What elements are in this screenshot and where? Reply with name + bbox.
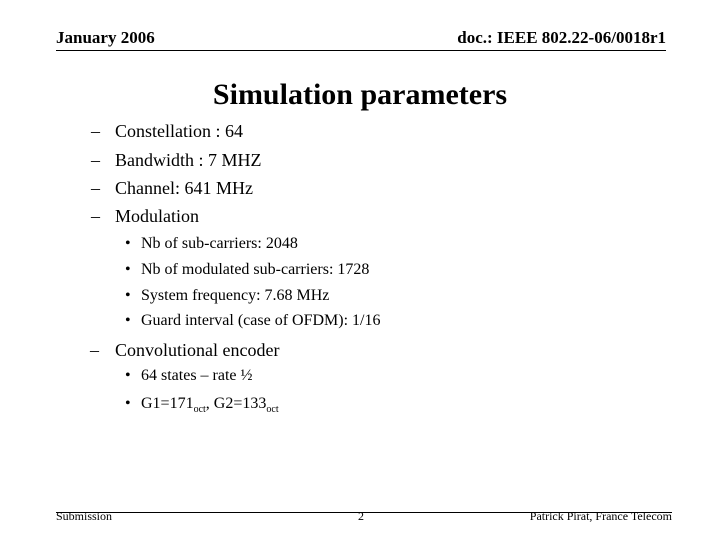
dash-marker: – [91, 150, 100, 170]
sub-list-item-text: Nb of sub-carriers: 2048 [141, 235, 298, 252]
slide-title-text: Simulation parameters [212, 78, 508, 111]
bullet-marker: • [125, 287, 131, 304]
list-item [91, 118, 243, 144]
list-item-text: Bandwidth : 7 MHZ [115, 150, 262, 170]
footer-author: Patrick Pirat, France Telecom [529, 509, 672, 523]
page-number: 2 [358, 509, 364, 523]
bullet-marker: • [125, 235, 131, 252]
sub-list-item-text: 64 states – rate ½ [141, 367, 253, 384]
subscript-oct: oct [266, 404, 279, 415]
slide-title [0, 78, 720, 112]
generator-g2: , G2=133 [205, 395, 267, 412]
sub-list-item [125, 392, 279, 416]
sub-list-item [125, 284, 329, 308]
generator-g1: G1=171 [141, 395, 194, 412]
dash-marker: – [91, 206, 100, 226]
sub-list-item [125, 232, 298, 256]
header-divider [56, 50, 666, 51]
list-item-text: Channel: 641 MHz [115, 178, 253, 198]
sub-list-item-text: System frequency: 7.68 MHz [141, 287, 330, 304]
footer-submission: Submission [56, 509, 113, 523]
header-doc-id: doc.: IEEE 802.22-06/0018r1 [457, 28, 666, 47]
sub-list-item [125, 309, 381, 333]
list-item [91, 175, 253, 201]
list-item [91, 203, 199, 229]
list-item-text: Convolutional encoder [115, 340, 280, 360]
dash-marker: – [91, 121, 100, 141]
bullet-marker: • [125, 261, 131, 278]
bullet-marker: • [125, 395, 131, 412]
list-item [91, 147, 262, 173]
dash-marker: – [90, 340, 99, 360]
list-item-text: Modulation [115, 206, 199, 226]
sub-list-item-text: Nb of modulated sub-carriers: 1728 [141, 261, 370, 278]
bullet-marker: • [125, 312, 131, 329]
subscript-oct: oct [193, 404, 206, 415]
dash-marker: – [91, 178, 100, 198]
list-item [90, 337, 279, 363]
list-item-text: Constellation : 64 [115, 121, 243, 141]
bullet-marker: • [125, 367, 131, 384]
sub-list-item [125, 258, 369, 282]
sub-list-item [125, 364, 253, 388]
sub-list-item-text: Guard interval (case of OFDM): 1/16 [141, 312, 381, 329]
header-date: January 2006 [56, 28, 155, 47]
